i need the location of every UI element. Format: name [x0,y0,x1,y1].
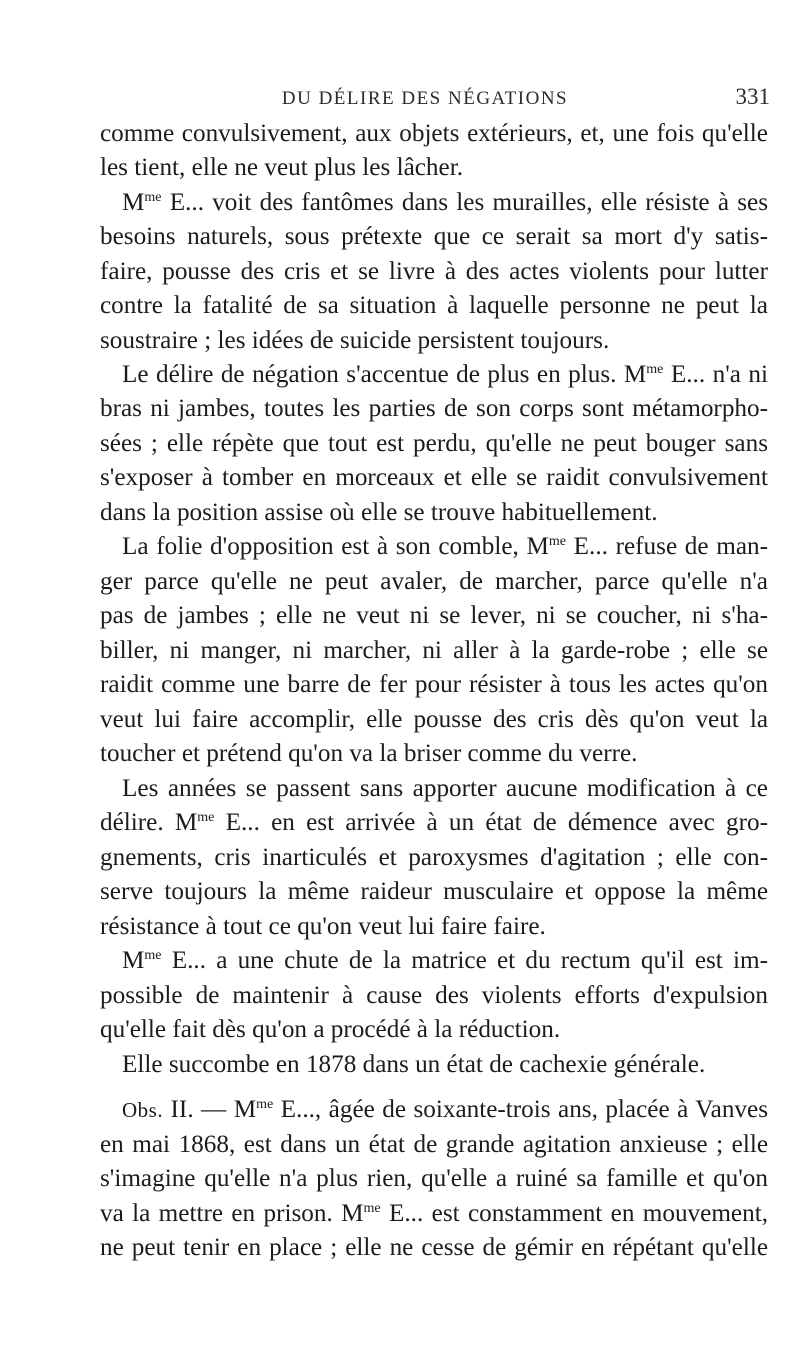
superscript: me [144,948,162,963]
superscript: me [646,362,664,377]
text-line [100,979,768,1013]
text-span: qu'elle fait dès qu'on a procédé à la réduction. [100,1016,561,1043]
running-title: DU DÉLIRE DES NÉGATIONS [281,88,569,109]
text-span: faire, pousse des cris et se livre à des actes violents pour lutter [100,258,768,285]
text-span: E... voit des fantômes dans les murailles, elle résiste à ses [161,189,768,216]
text-span: biller, ni manger, ni marcher, ni aller à la garde-robe ; elle se [100,637,768,664]
text-span: raidit comme une barre de fer pour résister à tous les actes qu'on [100,671,768,698]
text-span: serve toujours la même raideur musculaire et oppose la même [100,878,768,905]
text-line [100,289,768,323]
text-line [100,117,768,151]
text-span: s'exposer à tomber en morceaux et elle se raidit convulsivement [100,464,768,491]
text-line [100,427,768,461]
text-span: Le délire de négation s'accentue de plus en plus. M [122,361,647,388]
text-span: E..., âgée de soixante-trois ans, placée à Vanves [273,1096,769,1123]
text-line [100,841,768,875]
text-span: les tient, elle ne veut plus les lâcher. [100,154,464,181]
text-line [100,496,768,530]
text-span: pas de jambes ; elle ne veut ni se lever, ni se coucher, ni s'ha- [100,602,768,629]
text-line [100,703,768,737]
text-line [100,875,768,909]
text-line [122,530,768,564]
text-line [100,461,768,495]
text-line [100,151,768,185]
text-line [100,1197,768,1231]
observation-heading-line [122,1093,768,1127]
text-line [100,806,768,840]
text-span: La folie d'opposition est à son comble, M [122,533,549,560]
text-line [100,1013,768,1047]
text-span: ger parce qu'elle ne peut avaler, de marcher, parce qu'elle n'a [100,568,768,595]
text-span: comme convulsivement, aux objets extérieurs, et, une fois qu'elle [100,120,768,147]
text-span: E... a une chute de la matrice et du rectum qu'il est im- [161,947,768,974]
text-line [122,1048,768,1082]
text-span: M [122,189,145,216]
superscript: me [548,534,566,549]
text-span: possible de maintenir à cause des violents efforts d'expulsion [100,982,768,1009]
text-span: II. — M [163,1096,257,1123]
text-span: contre la fatalité de sa situation à laquelle personne ne peut la [100,292,768,319]
observation-label: Obs. [122,1098,164,1122]
text-line [100,220,768,254]
text-span: délire. M [100,809,198,836]
text-span: Elle succombe en 1878 dans un état de cachexie générale. [122,1051,706,1078]
text-line [100,1162,768,1196]
text-line [100,565,768,599]
text-line [122,772,768,806]
text-span: dans la position assise où elle se trouve habituellement. [100,499,658,526]
text-line [100,634,768,668]
text-span: bras ni jambes, toutes les parties de son corps sont métamorpho- [100,395,768,422]
text-span: ne peut tenir en place ; elle ne cesse de gémir en répétant qu'elle [100,1234,768,1261]
text-span: besoins naturels, sous prétexte que ce serait sa mort d'y satis- [100,223,768,250]
text-line [122,944,768,978]
superscript: me [144,190,162,205]
text-line [100,324,768,358]
page-number: 331 [735,84,770,109]
text-span: E... refuse de man- [565,533,768,560]
text-line [100,910,768,944]
text-span: E... en est arrivée à un état de démence avec gro- [214,809,768,836]
text-line [100,668,768,702]
text-span: résistance à tout ce qu'on veut lui faire faire. [100,913,546,940]
text-span: s'imagine qu'elle n'a plus rien, qu'elle a ruiné sa famille et qu'on [100,1165,768,1192]
text-span: soustraire ; les idées de suicide persistent toujours. [100,327,610,354]
text-span: toucher et prétend qu'on va la briser comme du verre. [100,740,638,767]
text-line [100,599,768,633]
text-span: M [122,947,145,974]
text-line [122,358,768,392]
superscript: me [197,810,215,825]
text-span: veut lui faire accomplir, elle pousse des cris dès qu'on veut la [100,706,768,733]
text-line [100,392,768,426]
text-span: gnements, cris inarticulés et paroxysmes d'agitation ; elle con- [100,844,768,871]
text-span: E... n'a ni [663,361,768,388]
text-line [100,255,768,289]
text-line [122,186,768,220]
text-line [100,1128,768,1162]
text-span: va la mettre en prison. M [100,1200,364,1227]
superscript: me [363,1201,381,1216]
superscript: me [256,1097,274,1112]
text-span: Les années se passent sans apporter aucune modification à ce [122,775,768,802]
text-line [100,737,768,771]
text-line [100,1231,768,1265]
text-span: sées ; elle répète que tout est perdu, qu'elle ne peut bouger sans [100,430,768,457]
text-span: E... est constamment en mouvement, [380,1200,768,1227]
text-span: en mai 1868, est dans un état de grande agitation anxieuse ; elle [100,1131,768,1158]
